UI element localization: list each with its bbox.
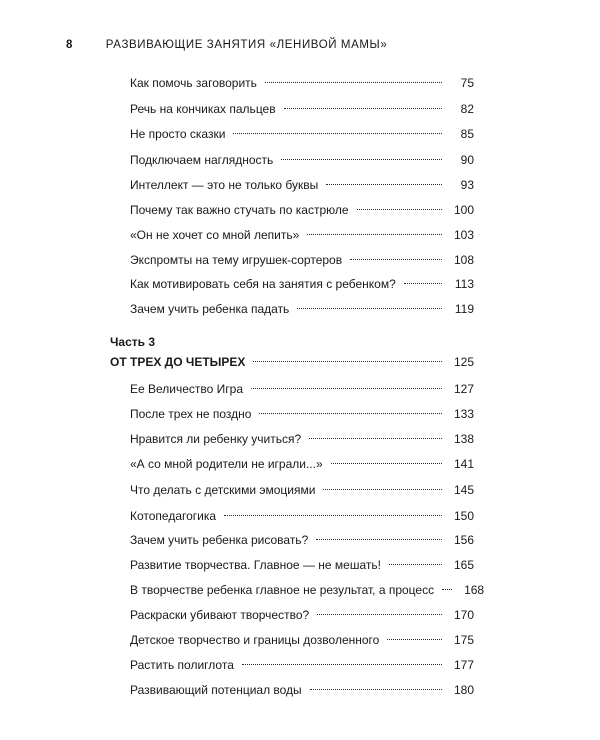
toc-entry[interactable] xyxy=(130,530,474,550)
dot-leader xyxy=(309,438,442,439)
toc-entry-title: Экспромты на тему игрушек-сортеров xyxy=(130,253,343,267)
toc-entry-page: 168 xyxy=(464,583,485,597)
toc-entry-page: 93 xyxy=(460,178,474,192)
toc-entry[interactable] xyxy=(130,73,474,93)
dot-leader xyxy=(310,689,442,690)
toc-entry[interactable] xyxy=(130,580,485,600)
toc-entry[interactable] xyxy=(130,429,474,449)
toc-entry-title: «Он не хочет со мной лепить» xyxy=(130,228,300,242)
toc-entry-title: Не просто сказки xyxy=(130,127,226,141)
dot-leader xyxy=(326,184,442,185)
toc-entry-title: Растить полиглота xyxy=(130,658,234,672)
toc-entry-page: 170 xyxy=(453,608,474,622)
toc-entry-page: 85 xyxy=(460,127,474,141)
toc-entry-title: Зачем учить ребенка рисовать? xyxy=(130,533,309,547)
toc-entry-page: 82 xyxy=(460,102,474,116)
toc-entry-page: 177 xyxy=(453,658,474,672)
toc-entry[interactable] xyxy=(130,274,474,294)
toc-entry[interactable] xyxy=(130,655,474,675)
toc-entry-page: 108 xyxy=(453,253,474,267)
dot-leader xyxy=(253,361,442,362)
toc-entry-title: Подключаем наглядность xyxy=(130,153,274,167)
dot-leader xyxy=(404,283,442,284)
dot-leader xyxy=(350,259,442,260)
toc-entry-page: 133 xyxy=(453,407,474,421)
toc-entry[interactable] xyxy=(130,99,474,119)
dot-leader xyxy=(242,664,442,665)
toc-entry-title: Почему так важно стучать по кастрюле xyxy=(130,203,349,217)
book-title: РАЗВИВАЮЩИЕ ЗАНЯТИЯ «ЛЕНИВОЙ МАМЫ» xyxy=(105,39,388,51)
toc-entry-title: Раскраски убивают творчество? xyxy=(130,608,310,622)
toc-entry[interactable] xyxy=(130,150,474,170)
toc-entry[interactable] xyxy=(130,124,474,144)
toc-entry-page: 175 xyxy=(453,633,474,647)
dot-leader xyxy=(224,515,442,516)
toc-entry[interactable] xyxy=(130,506,474,526)
toc-entry[interactable] xyxy=(130,454,474,474)
toc-entry[interactable] xyxy=(130,480,474,500)
toc-entry[interactable] xyxy=(130,299,474,319)
toc-entry-title: После трех не поздно xyxy=(130,407,252,421)
toc-entry-page: 113 xyxy=(454,277,474,291)
toc-entry[interactable] xyxy=(130,225,474,245)
toc-entry-title: Как мотивировать себя на занятия с ребенком? xyxy=(130,277,396,291)
toc-entry-title: Как помочь заговорить xyxy=(130,76,257,90)
dot-leader xyxy=(316,539,442,540)
toc-entry-page: 127 xyxy=(453,382,474,396)
dot-leader xyxy=(387,639,442,640)
dot-leader xyxy=(323,489,442,490)
toc-entry-page: 150 xyxy=(453,509,474,523)
toc-entry[interactable] xyxy=(130,404,474,424)
toc-entry-page: 75 xyxy=(460,76,474,90)
toc-entry-page: 145 xyxy=(453,483,474,497)
toc-entry-page: 138 xyxy=(453,432,474,446)
toc-entry-title: Речь на кончиках пальцев xyxy=(130,102,276,116)
toc-entry-page: 141 xyxy=(453,457,474,471)
toc-entry-page: 180 xyxy=(453,683,474,697)
toc-part-entry[interactable] xyxy=(110,352,474,372)
dot-leader xyxy=(281,159,442,160)
dot-leader xyxy=(317,614,442,615)
dot-leader xyxy=(265,82,442,83)
toc-entry-title: Детское творчество и границы дозволенного xyxy=(130,633,380,647)
toc-entry-page: 100 xyxy=(453,203,474,217)
dot-leader xyxy=(297,308,442,309)
toc-entry-title: Нравится ли ребенку учиться? xyxy=(130,432,302,446)
toc-entry-title: Зачем учить ребенка падать xyxy=(130,302,290,316)
toc-entry-title: «А со мной родители не играли...» xyxy=(130,457,323,471)
dot-leader xyxy=(389,564,442,565)
toc-entry-page: 165 xyxy=(453,558,474,572)
part-label: Часть 3 xyxy=(110,335,156,349)
toc-entry-page: 119 xyxy=(454,302,474,316)
toc-entry-page: 103 xyxy=(453,228,474,242)
toc-entry-title: Развитие творчества. Главное — не мешать! xyxy=(130,558,381,572)
toc-entry-page: 90 xyxy=(460,153,474,167)
dot-leader xyxy=(259,413,442,414)
dot-leader xyxy=(233,133,442,134)
toc-entry-title: Ее Величество Игра xyxy=(130,382,244,396)
dot-leader xyxy=(284,108,442,109)
dot-leader xyxy=(442,589,452,590)
dot-leader xyxy=(307,234,442,235)
toc-entry-title: Развивающий потенциал воды xyxy=(130,683,302,697)
dot-leader xyxy=(251,388,442,389)
toc-entry-title: Интеллект — это не только буквы xyxy=(130,178,319,192)
running-head xyxy=(66,38,560,52)
page-number: 8 xyxy=(66,39,73,51)
toc-entry-title: Котопедагогика xyxy=(130,509,217,523)
toc-entry-page: 125 xyxy=(453,355,474,369)
toc-entry[interactable] xyxy=(130,555,474,575)
toc-entry-title: В творчестве ребенка главное не результат, а процесс xyxy=(130,583,435,597)
toc-entry[interactable] xyxy=(130,379,474,399)
dot-leader xyxy=(331,463,442,464)
toc-entry[interactable] xyxy=(130,630,474,650)
toc-entry[interactable] xyxy=(130,175,474,195)
toc-entry-page: 156 xyxy=(453,533,474,547)
toc-entry[interactable] xyxy=(130,250,474,270)
part-title: ОТ ТРЕХ ДО ЧЕТЫРЕХ xyxy=(110,355,246,369)
toc-entry-title: Что делать с детскими эмоциями xyxy=(130,483,316,497)
toc-entry[interactable] xyxy=(130,200,474,220)
toc-entry[interactable] xyxy=(130,605,474,625)
toc-entry[interactable] xyxy=(130,680,474,700)
dot-leader xyxy=(357,209,442,210)
